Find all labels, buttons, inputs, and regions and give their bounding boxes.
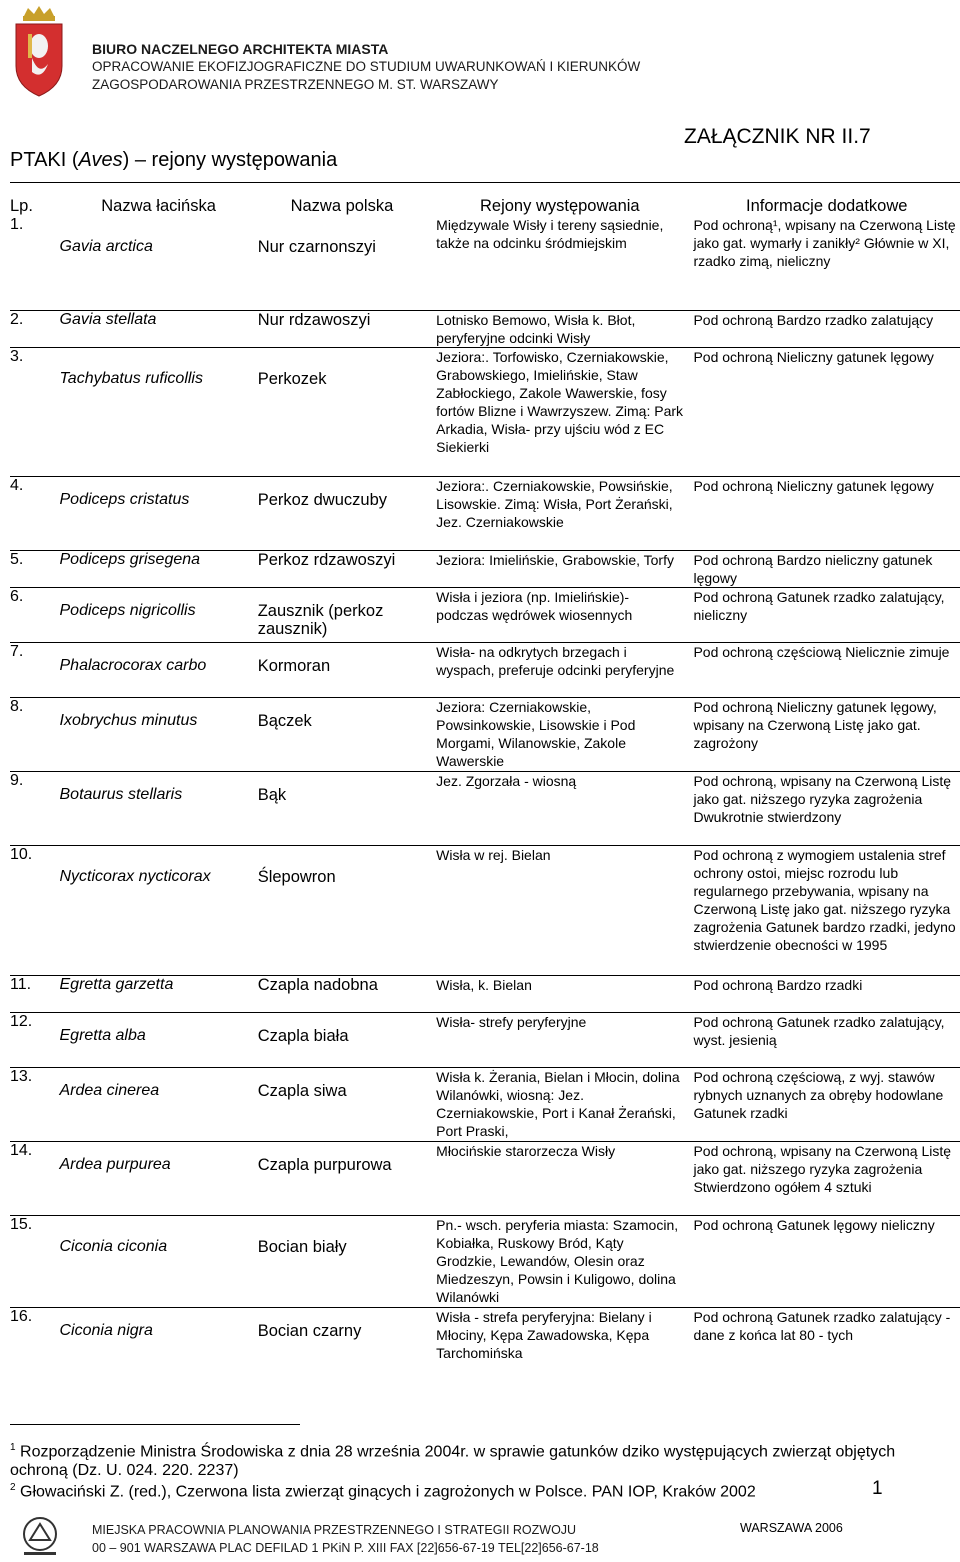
regions: Wisła i jeziora (np. Imielińskie)- podczas wędrówek wiosennych [436, 588, 633, 623]
polish-name: Ślepowron [257, 867, 336, 886]
table-row [10, 1141, 960, 1215]
row-number-cell [10, 845, 60, 975]
regions: Wisła- strefy peryferyjne [436, 1013, 587, 1030]
annex-label: ZAŁĄCZNIK NR II.7 [684, 125, 871, 148]
mpps-logo [10, 1514, 70, 1560]
footnote-1-text: Rozporządzenie Ministra Środowiska z dnia 28 września 2004r. w sprawie gatunków dziko występujących zwierząt objętych ochroną (Dz. U. 024. 220. 2237) [10, 1443, 896, 1480]
additional-info-cell [693, 642, 960, 697]
additional-info-cell [693, 697, 960, 771]
regions: Młocińskie starorzecza Wisły [436, 1142, 616, 1159]
additional-info-cell [693, 1215, 960, 1307]
polish-name-cell [258, 642, 426, 697]
latin-name: Gavia arctica [59, 238, 153, 255]
additional-info-cell [693, 587, 960, 642]
additional-info-cell [693, 1307, 960, 1382]
row-number-cell [10, 550, 60, 587]
regions-cell [426, 975, 693, 1012]
latin-name-cell [60, 1067, 258, 1141]
latin-name-cell [60, 1215, 258, 1307]
row-number: 8. [10, 697, 24, 715]
row-number: 12. [10, 1012, 33, 1030]
row-number-cell [10, 642, 60, 697]
footer-line-2: 00 – 901 WARSZAWA PLAC DEFILAD 1 PKiN P. XIII FAX [22]656-67-19 TEL[22]656-67-18 [92, 1541, 599, 1555]
row-number: 3. [10, 347, 24, 365]
latin-name-cell [60, 347, 258, 476]
footnote-1-mark: 1 [10, 1442, 16, 1453]
additional-info-cell [693, 550, 960, 587]
row-number-cell [10, 1141, 60, 1215]
polish-name: Czapla purpurowa [257, 1155, 392, 1174]
regions: Lotnisko Bemowo, Wisła k. Błot, peryferyjne odcinki Wisły [436, 311, 636, 346]
additional-info: Pod ochroną Gatunek rzadko zalatujący - dane z końca lat 80 - tych [693, 1308, 951, 1343]
row-number: 2. [10, 310, 24, 328]
additional-info: Pod ochroną Nieliczny gatunek lęgowy [693, 477, 934, 494]
regions: Jeziora:. Czerniakowskie, Powsińskie, Lisowskie. Zimą: Wisła, Port Żerański, Jez. Czerniakowskie [436, 477, 673, 530]
additional-info-cell [693, 1141, 960, 1215]
polish-name: Czapla siwa [257, 1081, 347, 1100]
title-rule [10, 182, 960, 183]
regions-cell [426, 310, 693, 347]
institution-header [92, 40, 640, 94]
latin-name: Phalacrocorax carbo [59, 656, 207, 674]
row-number: 9. [10, 771, 24, 789]
polish-name-cell [258, 1067, 426, 1141]
row-number-cell [10, 771, 60, 845]
row-number-cell [10, 1012, 60, 1067]
regions-cell [426, 1307, 693, 1382]
footer-date: WARSZAWA 2006 [740, 1521, 843, 1535]
regions: Jez. Zgorzała - wiosną [436, 772, 577, 789]
table-row [10, 347, 960, 476]
latin-name: Ciconia nigra [59, 1321, 153, 1339]
regions-cell [426, 587, 693, 642]
page-number: 1 [872, 1478, 883, 1499]
regions: Jeziora: Czerniakowskie, Powsinkowskie, Lisowskie i Pod Morgami, Wilanowskie, Zakole Wawerskie [436, 698, 636, 769]
polish-name-cell [258, 1307, 426, 1382]
row-number: 1. [10, 216, 24, 233]
polish-name-cell [258, 1012, 426, 1067]
latin-name: Egretta garzetta [59, 975, 174, 993]
polish-name-cell [258, 310, 426, 347]
table-row [10, 771, 960, 845]
polish-name-cell [258, 216, 426, 310]
polish-name: Perkoz dwuczuby [257, 490, 387, 509]
regions: Jeziora: Imielińskie, Grabowskie, Torfy [436, 551, 674, 568]
footnote-2-mark: 2 [10, 1482, 16, 1493]
latin-name-cell [60, 550, 258, 587]
table-row [10, 845, 960, 975]
polish-name-cell [258, 697, 426, 771]
regions-cell [426, 642, 693, 697]
regions-cell [426, 1215, 693, 1307]
header-regions: Rejony występowania [480, 197, 640, 215]
row-number: 7. [10, 642, 24, 660]
latin-name: Egretta alba [59, 1026, 146, 1044]
latin-name: Gavia stellata [59, 310, 157, 328]
additional-info: Pod ochroną Bardzo rzadko zalatujący [693, 311, 934, 328]
row-number: 11. [10, 975, 32, 993]
table-row [10, 642, 960, 697]
regions-cell [426, 476, 693, 550]
footer-line-1: MIEJSKA PRACOWNIA PLANOWANIA PRZESTRZENNEGO I STRATEGII ROZWOJU [92, 1523, 577, 1537]
latin-name-cell [60, 587, 258, 642]
row-number-cell [10, 1307, 60, 1382]
warsaw-crest-logo [8, 6, 70, 98]
row-number: 15. [10, 1215, 33, 1233]
regions: Wisła, k. Bielan [436, 976, 532, 993]
regions-cell [426, 1067, 693, 1141]
latin-name: Podiceps cristatus [59, 490, 190, 508]
footnote-2-text: Głowaciński Z. (red.), Czerwona lista zwierząt ginących i zagrożonych w Polsce. PAN IOP, Kraków 2002 [20, 1483, 756, 1501]
latin-name: Tachybatus ruficollis [59, 369, 203, 387]
polish-name: Czapla nadobna [257, 975, 378, 994]
additional-info: Pod ochroną Nieliczny gatunek lęgowy [693, 348, 934, 365]
latin-name: Ardea cinerea [59, 1081, 160, 1099]
header-polish: Nazwa polska [290, 197, 394, 215]
regions: Pn.- wsch. peryferia miasta: Szamocin, Kobiałka, Ruskowy Bród, Kąty Grodzkie, Lewandów, Olesin oraz Miedzeszyn, Powsin i Kuligowo, dolina Wilanówki [436, 1216, 679, 1305]
row-number-cell [10, 216, 60, 310]
regions: Wisła - strefa peryferyjna: Bielany i Młociny, Kępa Zawadowska, Kępa Tarchomińska [436, 1308, 652, 1361]
row-number-cell [10, 697, 60, 771]
additional-info-cell [693, 216, 960, 310]
regions-cell [426, 216, 693, 310]
polish-name: Perkozek [257, 369, 327, 388]
row-number: 16. [10, 1307, 33, 1325]
table-row [10, 310, 960, 347]
row-number: 10. [10, 845, 33, 863]
row-number-cell [10, 1215, 60, 1307]
additional-info-cell [693, 771, 960, 845]
polish-name: Bocian biały [257, 1237, 347, 1256]
latin-name-cell [60, 476, 258, 550]
regions: Wisła- na odkrytych brzegach i wyspach, preferuje odcinki peryferyjne [436, 643, 675, 678]
table-row [10, 1067, 960, 1141]
page-title: PTAKI (Aves) – rejony występowania [10, 149, 338, 171]
latin-name: Ixobrychus minutus [59, 711, 198, 729]
regions-cell [426, 550, 693, 587]
table-row [10, 1215, 960, 1307]
row-number: 6. [10, 587, 24, 605]
additional-info-cell [693, 310, 960, 347]
regions: Międzywale Wisły i tereny sąsiednie, także na odcinku śródmiejskim [436, 217, 664, 251]
footnote-1 [10, 1438, 930, 1480]
row-number: 13. [10, 1067, 33, 1085]
latin-name: Ciconia ciconia [59, 1237, 168, 1255]
polish-name: Bocian czarny [257, 1321, 362, 1340]
polish-name-cell [258, 845, 426, 975]
polish-name-cell [258, 587, 426, 642]
polish-name: Nur rdzawoszyi [257, 310, 371, 329]
footnote-2 [10, 1478, 860, 1501]
regions-cell [426, 1012, 693, 1067]
additional-info: Pod ochroną częściową Nielicznie zimuje [693, 643, 950, 660]
polish-name: Nur czarnonszyi [257, 238, 376, 256]
polish-name-cell [258, 550, 426, 587]
additional-info: Pod ochroną, wpisany na Czerwoną Listę jako gat. niższego ryzyka zagrożenia Dwukrotnie stwierdzony [693, 772, 952, 825]
latin-name-cell [60, 975, 258, 1012]
latin-name-cell [60, 845, 258, 975]
table-header-row [10, 196, 960, 216]
additional-info: Pod ochroną częściową, z wyj. stawów rybnych uznanych za obręby hodowlane Gatunek rzadki [693, 1068, 944, 1121]
additional-info-cell [693, 845, 960, 975]
additional-info: Pod ochroną Gatunek lęgowy nieliczny [693, 1216, 935, 1233]
additional-info-cell [693, 975, 960, 1012]
table-row [10, 1012, 960, 1067]
polish-name: Czapla biała [257, 1026, 349, 1045]
row-number: 4. [10, 476, 24, 494]
latin-name: Ardea purpurea [59, 1155, 171, 1173]
latin-name-cell [60, 697, 258, 771]
header-line-3: ZAGOSPODAROWANIA PRZESTRZENNEGO M. ST. WARSZAWY [92, 77, 499, 92]
row-number-cell [10, 1067, 60, 1141]
regions: Jeziora:. Torfowisko, Czerniakowskie, Grabowskiego, Imielińskie, Staw Zabłockiego, Zakole Wawerskie, fosy fortów Blizne i Wawrzyszew. Zimą: Park Arkadia, Wisła- przy ujściu wód z EC Siekierki [436, 348, 684, 455]
header-line-2: OPRACOWANIE EKOFIZJOGRAFICZNE DO STUDIUM UWARUNKOWAŃ I KIERUNKÓW [92, 59, 641, 74]
additional-info: Pod ochroną Gatunek rzadko zalatujący, wyst. jesienią [693, 1013, 945, 1048]
polish-name-cell [258, 1141, 426, 1215]
additional-info-cell [693, 476, 960, 550]
regions-cell [426, 697, 693, 771]
polish-name-cell [258, 1215, 426, 1307]
polish-name-cell [258, 975, 426, 1012]
latin-name: Nycticorax nycticorax [59, 867, 211, 885]
polish-name: Zausznik (perkoz zausznik) [257, 601, 384, 638]
latin-name-cell [60, 1141, 258, 1215]
regions-cell [426, 845, 693, 975]
additional-info-cell [693, 347, 960, 476]
polish-name: Kormoran [257, 656, 331, 675]
table-row [10, 1307, 960, 1382]
additional-info: Pod ochroną¹, wpisany na Czerwoną Listę jako gat. wymarły i zanikły² Głównie w XI, rzadko zimą, nieliczny [693, 217, 956, 269]
row-number-cell [10, 476, 60, 550]
additional-info: Pod ochroną Nieliczny gatunek lęgowy, wpisany na Czerwoną Listę jako gat. zagrożony [693, 698, 937, 751]
regions: Wisła k. Żerania, Bielan i Młocin, dolina Wilanówki, wiosną: Jez. Czerniakowskie, Port i Kanał Żerański, Port Praski, [436, 1068, 680, 1139]
header-lp: Lp. [10, 197, 33, 215]
row-number-cell [10, 587, 60, 642]
table-row [10, 216, 960, 310]
birds-table [10, 196, 960, 1382]
polish-name: Perkoz rdzawoszyi [257, 550, 396, 569]
regions: Wisła w rej. Bielan [436, 846, 551, 863]
header-info: Informacje dodatkowe [746, 197, 908, 215]
regions-cell [426, 347, 693, 476]
polish-name: Bączek [257, 711, 312, 730]
polish-name-cell [258, 347, 426, 476]
latin-name: Podiceps grisegena [59, 550, 201, 568]
additional-info: Pod ochroną Bardzo rzadki [693, 976, 863, 993]
latin-name-cell [60, 1012, 258, 1067]
table-row [10, 697, 960, 771]
additional-info: Pod ochroną Bardzo nieliczny gatunek lęgowy [693, 551, 933, 586]
row-number-cell [10, 310, 60, 347]
regions-cell [426, 1141, 693, 1215]
regions-cell [426, 771, 693, 845]
table-row [10, 476, 960, 550]
additional-info: Pod ochroną, wpisany na Czerwoną Listę jako gat. niższego ryzyka zagrożenia Stwierdzono ogółem 4 sztuki [693, 1142, 952, 1195]
table-row [10, 975, 960, 1012]
polish-name-cell [258, 771, 426, 845]
additional-info: Pod ochroną Gatunek rzadko zalatujący, nieliczny [693, 588, 945, 623]
additional-info: Pod ochroną z wymogiem ustalenia stref ochrony ostoi, miejsc rozrodu lub regularnego przebywania, wpisany na Czerwoną Listę jako gat. niższego ryzyka zagrożenia Gatunek bardzo rzadki, jedyno stwierdzenie obecności w 1995 [693, 846, 956, 953]
polish-name: Bąk [257, 785, 287, 804]
latin-name-cell [60, 771, 258, 845]
row-number: 5. [10, 550, 24, 568]
footer [92, 1521, 599, 1557]
table-row [10, 550, 960, 587]
header-latin: Nazwa łacińska [101, 197, 216, 215]
footnote-rule [10, 1424, 300, 1425]
latin-name-cell [60, 310, 258, 347]
latin-name-cell [60, 216, 258, 310]
row-number: 14. [10, 1141, 33, 1159]
row-number-cell [10, 347, 60, 476]
additional-info-cell [693, 1012, 960, 1067]
polish-name-cell [258, 476, 426, 550]
header-line-1: BIURO NACZELNEGO ARCHITEKTA MIASTA [92, 41, 389, 57]
latin-name: Botaurus stellaris [59, 785, 183, 803]
table-body [10, 216, 960, 1382]
row-number-cell [10, 975, 60, 1012]
table-row [10, 587, 960, 642]
latin-name-cell [60, 1307, 258, 1382]
latin-name-cell [60, 642, 258, 697]
latin-name: Podiceps nigricollis [59, 601, 196, 619]
additional-info-cell [693, 1067, 960, 1141]
